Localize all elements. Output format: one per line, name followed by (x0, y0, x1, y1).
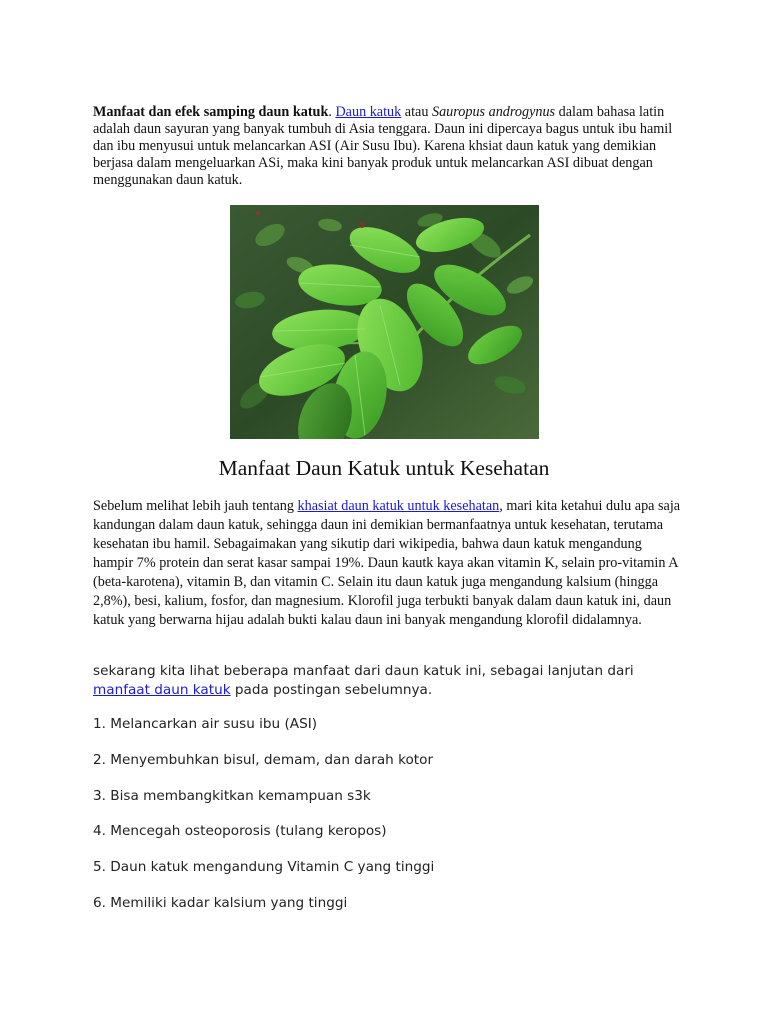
latin-name: Sauropus androgynus (431, 104, 556, 120)
katuk-leaves-photo (230, 205, 539, 439)
intro-bold-title: Manfaat dan efek samping daun katuk (93, 104, 329, 120)
intro-text-b: dalam bahasa latin adalah daun sayuran yang banyak tumbuh di Asia tenggara. Daun ini dipercaya bagus untuk ibu hamil dan ibu menyusui untuk melancarkan ASI (Air Susu Ibu). Karena khsiat daun katuk yang demikian berjasa dalam mengeluarkan ASi, maka kini banyak produk untuk melancarkan ASI dibuat dengan menggunakan daun katuk. (93, 104, 673, 188)
khasiat-link[interactable]: khasiat daun katuk untuk kesehatan (297, 498, 500, 514)
body2-text-b: pada postingan sebelumnya. (230, 682, 433, 698)
daun-katuk-link[interactable]: Daun katuk (335, 104, 402, 120)
intro-text-a: atau (401, 104, 432, 120)
body2-text-a: sekarang kita lihat beberapa manfaat dari daun katuk ini, sebagai lanjutan dari (93, 663, 634, 679)
benefits-list (93, 716, 683, 931)
list-item: 1. Melancarkan air susu ibu (ASI) (93, 716, 318, 732)
list-item: 2. Menyembuhkan bisul, demam, dan darah kotor (93, 751, 434, 768)
intro-after-title: . (328, 104, 336, 120)
intro-list-paragraph (93, 662, 683, 700)
list-item: 5. Daun katuk mengandung Vitamin C yang tinggi (93, 859, 435, 876)
body1-text-b: , mari kita ketahui dulu apa saja kandungan dalam daun katuk, sehingga daun ini demikian bermanfaatnya untuk kesehatan, terutama kesehatan ibu hamil. Sebagaimakan yang sikutip dari wikipedia, bahwa daun katuk mengandung hampir 7% protein dan serat kasar sampai 19%. Daun kautk kaya akan vitamin K, selain pro-vitamin A (beta-karotena), vitamin B, dan vitamin C. Selain itu daun katuk juga mengandung kalsium (hingga 2,8%), besi, kalium, fosfor, dan magnesium. Klorofil juga terbukti banyak dalam daun katuk ini, daun katuk yang berwarna hijau adalah bukti kalau daun ini banyak mengandung klorofil didalamnya. (93, 498, 681, 628)
section-heading: Manfaat Daun Katuk untuk Kesehatan (218, 456, 550, 480)
list-item: 3. Bisa membangkitkan kemampuan s3k (93, 787, 371, 804)
body1-text-a: Sebelum melihat lebih jauh tentang (93, 498, 298, 514)
intro-paragraph (93, 104, 683, 189)
list-item: 6. Memiliki kadar kalsium yang tinggi (93, 894, 348, 911)
list-item: 4. Mencegah osteoporosis (tulang keropos) (93, 823, 387, 840)
content-paragraph (93, 497, 683, 630)
manfaat-daun-katuk-link[interactable]: manfaat daun katuk (93, 682, 231, 698)
